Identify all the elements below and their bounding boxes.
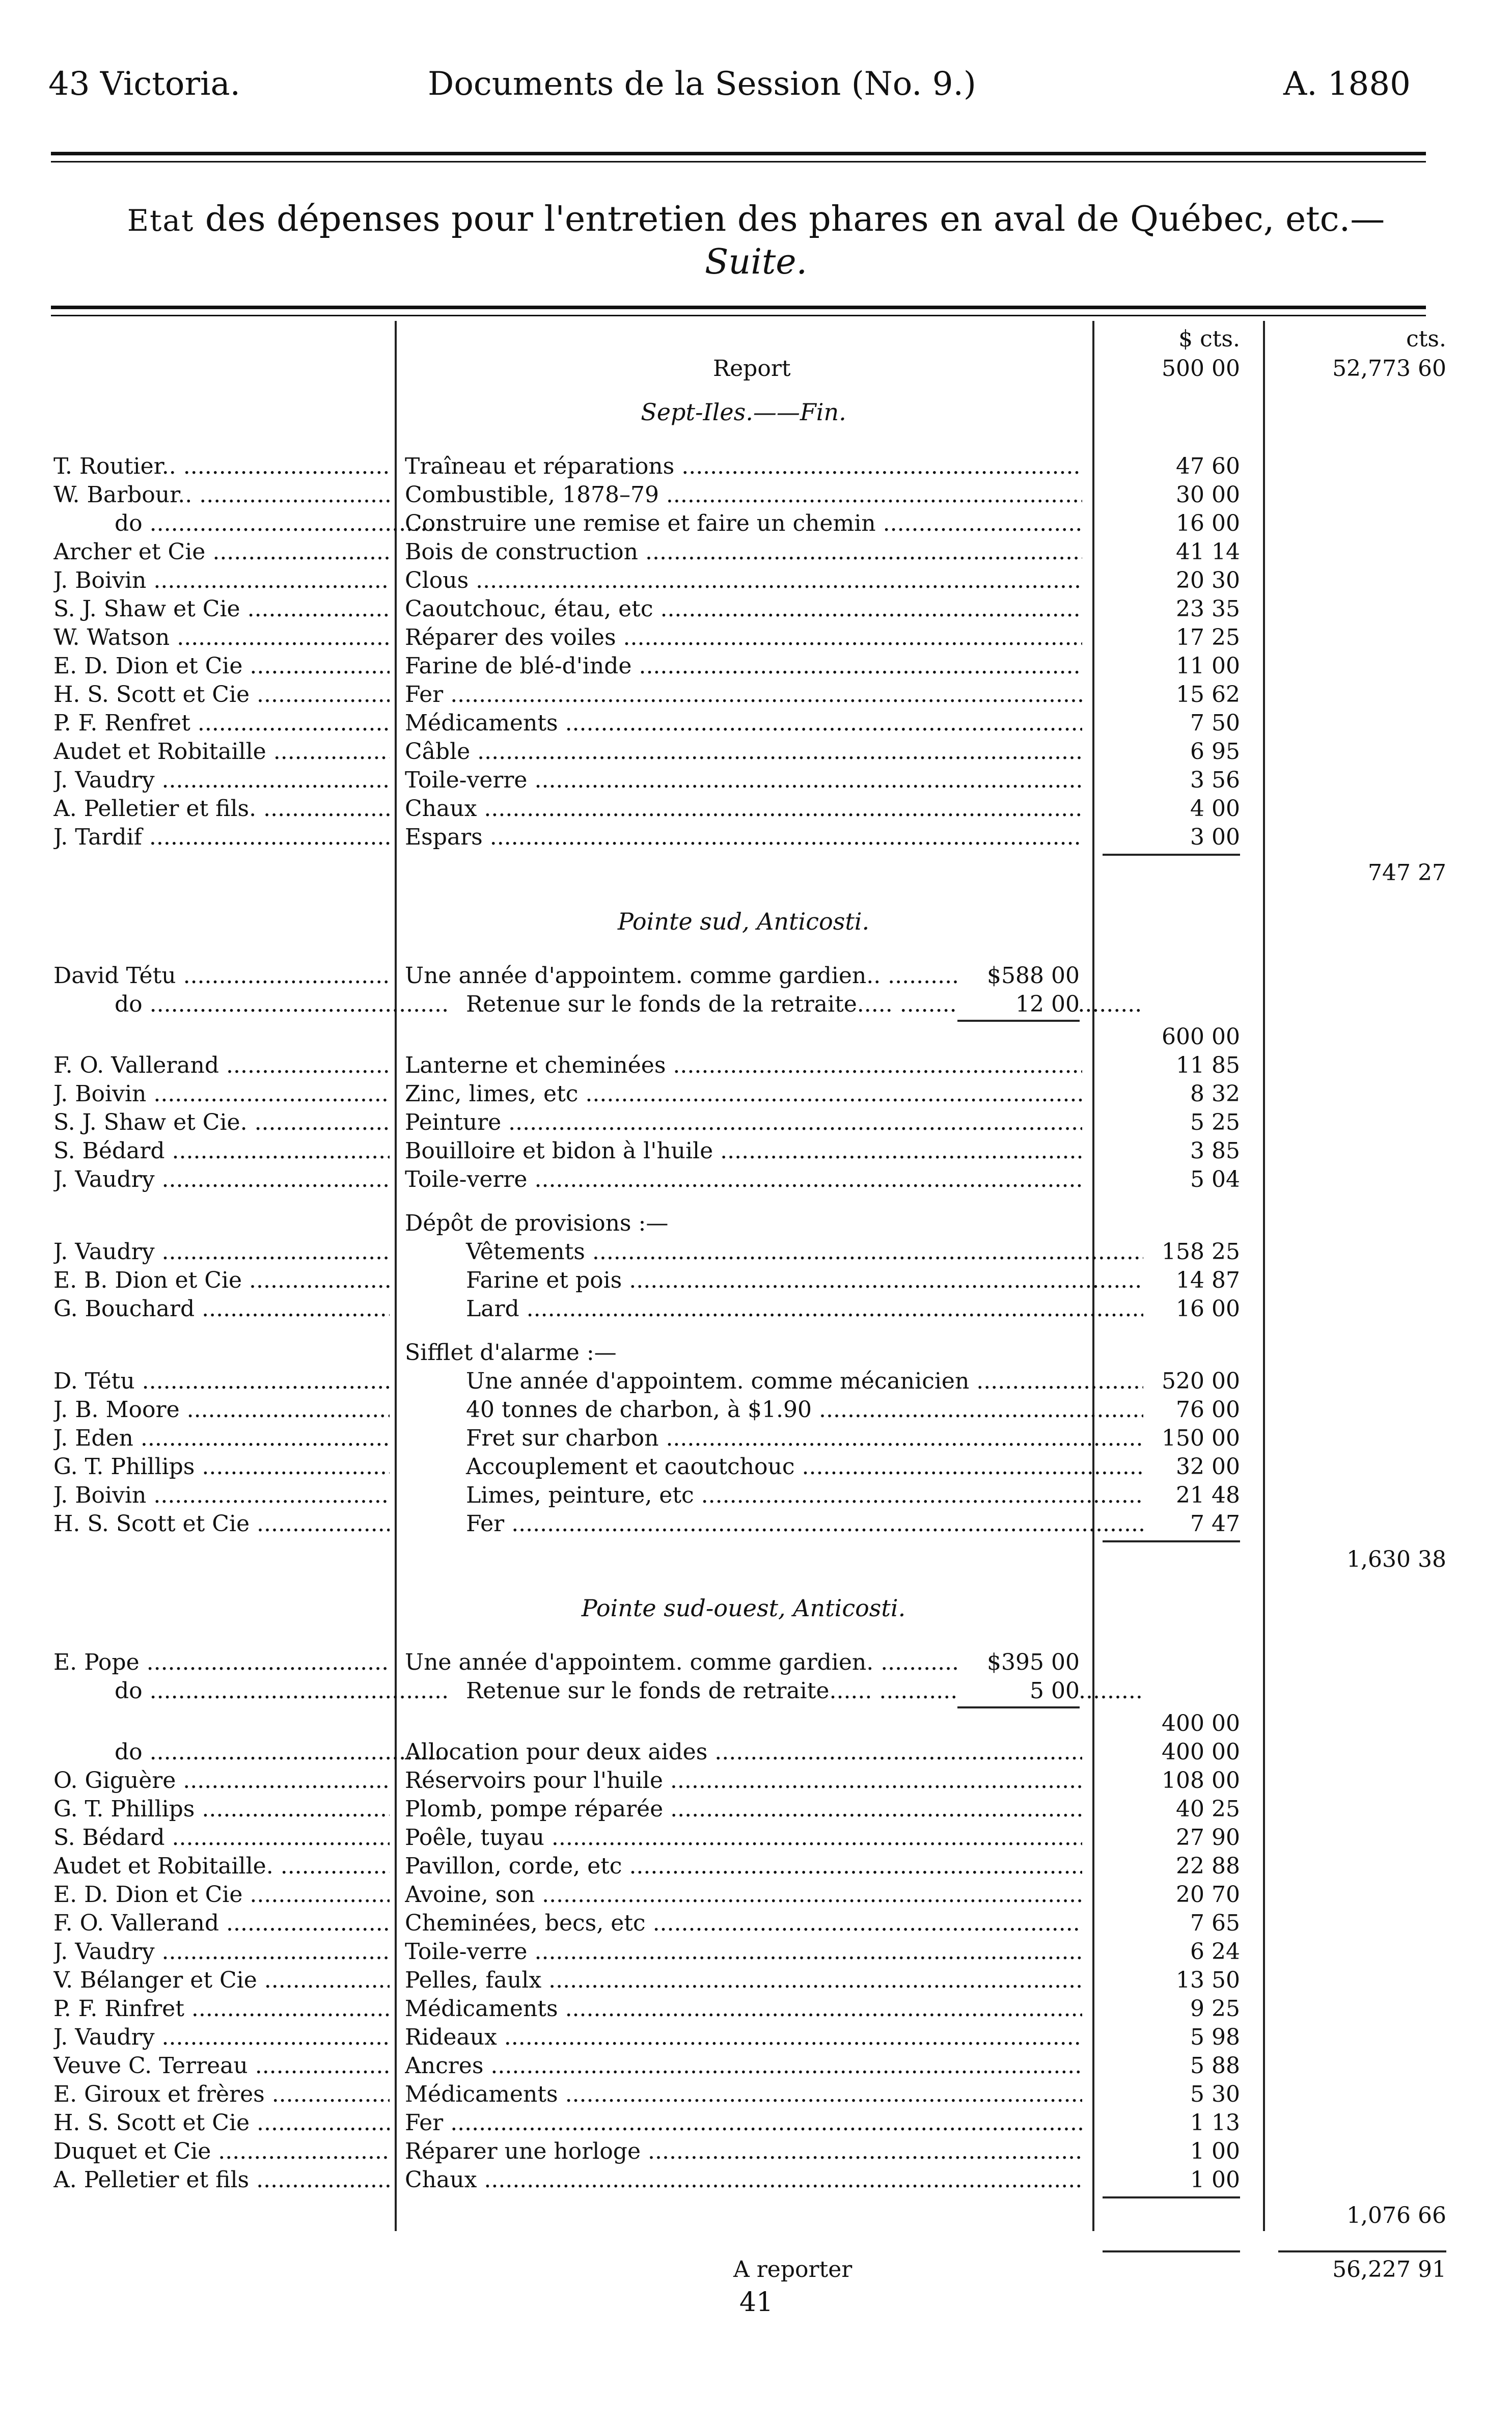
header-left: 43 Victoria. (48, 65, 240, 103)
header-rule (51, 152, 1426, 155)
item-amount: 5 88 (1190, 2053, 1240, 2079)
column-head-cents: cts. (1406, 326, 1446, 352)
item-description: Pavillon, corde, etc ..... (405, 1852, 1082, 1881)
item-amount: 9 25 (1190, 1996, 1240, 2022)
header-center: Documents de la Session (No. 9.) (428, 65, 976, 103)
table-row (0, 355, 1512, 383)
payee-name: J. Vaudry ..... (53, 1165, 390, 1194)
table-row (0, 1709, 1512, 1738)
payee-name: S. Bédard ..... (53, 1137, 390, 1165)
table-row (0, 2202, 1512, 2230)
table-row (0, 2256, 1512, 2284)
payee-name: Audet et Robitaille. ..... (53, 1852, 390, 1881)
table-row (0, 823, 1512, 852)
title-suite: Suite. (704, 242, 808, 282)
table-row (0, 1266, 1512, 1295)
subtotal-rule (957, 1706, 1080, 1708)
payee-name: J. Boivin ..... (53, 1080, 390, 1108)
item-amount: 22 88 (1176, 1853, 1240, 1879)
item-description: Réparer une horloge ..... (405, 2137, 1082, 2166)
item-description: Réservoirs pour l'huile ..... (405, 1767, 1082, 1795)
payee-name: H. S. Scott et Cie ..... (53, 1510, 390, 1538)
item-description: Retenue sur le fonds de retraite...... ..... (405, 1677, 1143, 1705)
item-description: Vêtements ..... (405, 1238, 1143, 1266)
payee-name: E. D. Dion et Cie ..... (53, 1881, 390, 1909)
item-amount: 13 50 (1176, 1967, 1240, 1993)
section-heading: Pointe sud-ouest, Anticosti. (581, 1594, 906, 1622)
payee-name: F. O. Vallerand ..... (53, 1051, 390, 1080)
item-amount: 32 00 (1176, 1454, 1240, 1480)
item-amount: 4 00 (1190, 796, 1240, 822)
total-rule (1103, 2196, 1240, 2198)
table-row (0, 2137, 1512, 2166)
item-amount: 3 56 (1190, 767, 1240, 793)
item-amount: 14 87 (1176, 1267, 1240, 1293)
item-description: Chaux ..... (405, 2166, 1082, 2194)
table-row (0, 1881, 1512, 1909)
table-row (0, 1545, 1512, 1574)
item-amount: 16 00 (1176, 1296, 1240, 1322)
item-description: Traîneau et réparations ..... (405, 452, 1082, 481)
title-lead: Etat (127, 203, 195, 238)
table-row (0, 566, 1512, 595)
item-amount: 23 35 (1176, 596, 1240, 622)
payee-name: G. T. Phillips ..... (53, 1795, 390, 1824)
item-amount: 3 00 (1190, 824, 1240, 850)
item-amount: 47 60 (1176, 453, 1240, 479)
item-description: Accouplement et caoutchouc ..... (405, 1453, 1143, 1481)
item-description: Lanterne et cheminées ..... (405, 1051, 1082, 1080)
item-description: Allocation pour deux aides ..... (405, 1738, 1082, 1767)
item-description: Toile-verre ..... (405, 1938, 1082, 1966)
header-right: A. 1880 (1283, 65, 1411, 103)
salary-amount: 5 00 (957, 1677, 1080, 1705)
item-description: Une année d'appointem. comme gardien.. ..... (405, 962, 1082, 990)
item-description: Fer ..... (405, 1510, 1143, 1538)
item-description: Pelles, faulx ..... (405, 1966, 1082, 1995)
payee-name: J. Eden ..... (53, 1424, 390, 1453)
item-description: Toile-verre ..... (405, 766, 1082, 795)
payee-name: J. B. Moore ..... (53, 1396, 390, 1424)
subsection-label (0, 1209, 1512, 1238)
payee-name: do ..... (53, 1677, 451, 1705)
item-description: Chaux ..... (405, 795, 1082, 823)
item-description: Fer ..... (405, 681, 1082, 709)
payee-name: J. Vaudry ..... (53, 766, 390, 795)
payee-name: do ..... (53, 990, 451, 1019)
table-row (0, 1165, 1512, 1194)
table-row (0, 1995, 1512, 2023)
payee-name: S. J. Shaw et Cie. ..... (53, 1108, 390, 1137)
item-amount: 8 32 (1190, 1081, 1240, 1107)
item-description: Réparer des voiles ..... (405, 623, 1082, 652)
payee-name: S. Bédard ..... (53, 1824, 390, 1852)
table-row (0, 452, 1512, 481)
item-amount: 20 70 (1176, 1882, 1240, 1908)
table-row (0, 1295, 1512, 1323)
item-description: Zinc, limes, etc ..... (405, 1080, 1082, 1108)
table-row (0, 1824, 1512, 1852)
item-description: Fer ..... (405, 2109, 1082, 2137)
section-total: 1,076 66 (1346, 2203, 1446, 2229)
table-row (0, 766, 1512, 795)
item-amount: 400 00 (1162, 1739, 1240, 1765)
page-title (46, 199, 1466, 283)
item-amount: 30 00 (1176, 482, 1240, 508)
table-row (0, 1648, 1512, 1677)
table-row (0, 962, 1512, 990)
item-amount: 1 00 (1190, 2167, 1240, 2193)
payee-name: David Tétu ..... (53, 962, 390, 990)
item-amount: 5 04 (1190, 1166, 1240, 1192)
payee-name: O. Giguère ..... (53, 1767, 390, 1795)
item-amount: 600 00 (1162, 1024, 1240, 1050)
salary-amount: 12 00 (957, 990, 1080, 1019)
table-row (0, 1137, 1512, 1165)
payee-name: E. Giroux et frères ..... (53, 2080, 390, 2109)
table-row (0, 681, 1512, 709)
table-row (0, 990, 1512, 1019)
item-amount: 21 48 (1176, 1482, 1240, 1508)
payee-name: T. Routier.. ..... (53, 452, 390, 481)
payee-name: W. Watson ..... (53, 623, 390, 652)
payee-name: J. Vaudry ..... (53, 1238, 390, 1266)
item-description: Bois de construction ..... (405, 538, 1082, 566)
item-description: Limes, peinture, etc ..... (405, 1481, 1143, 1510)
table-row (0, 795, 1512, 823)
payee-name: do ..... (53, 1738, 451, 1767)
payee-name: E. D. Dion et Cie ..... (53, 652, 390, 681)
item-amount: 1 00 (1190, 2138, 1240, 2164)
subtotal-rule (957, 1020, 1080, 1022)
item-description: Cheminées, becs, etc ..... (405, 1909, 1082, 1938)
item-amount: 158 25 (1162, 1239, 1240, 1265)
carry-forward-label: A reporter (733, 2257, 853, 2283)
item-amount: 17 25 (1176, 624, 1240, 650)
item-amount: 27 90 (1176, 1825, 1240, 1851)
title-text: des dépenses pour l'entretien des phares en aval de Québec, etc.— (205, 199, 1385, 239)
salary-amount: $395 00 (957, 1648, 1080, 1677)
table-row (0, 1453, 1512, 1481)
table-row (0, 1424, 1512, 1453)
report-label: Report (713, 356, 791, 382)
item-amount: 20 30 (1176, 567, 1240, 593)
payee-name: P. F. Rinfret ..... (53, 1995, 390, 2023)
item-description: Farine et pois ..... (405, 1266, 1143, 1295)
item-amount: 11 00 (1176, 653, 1240, 679)
payee-name: Duquet et Cie ..... (53, 2137, 390, 2166)
table-row (0, 859, 1512, 887)
footer-rule (1103, 2250, 1240, 2252)
salary-amount: $588 00 (957, 962, 1080, 990)
payee-name: E. B. Dion et Cie ..... (53, 1266, 390, 1295)
table-row (0, 2166, 1512, 2194)
item-amount: 7 65 (1190, 1910, 1240, 1936)
payee-name: Audet et Robitaille ..... (53, 738, 390, 766)
payee-name: G. Bouchard ..... (53, 1295, 390, 1323)
item-description: Médicaments ..... (405, 709, 1082, 738)
table-row (0, 738, 1512, 766)
table-row (0, 1051, 1512, 1080)
item-description: Une année d'appointem. comme mécanicien ..... (405, 1367, 1143, 1396)
item-description: Plomb, pompe réparée ..... (405, 1795, 1082, 1824)
payee-name: H. S. Scott et Cie ..... (53, 681, 390, 709)
section-total: 747 27 (1368, 860, 1446, 886)
payee-name: D. Tétu ..... (53, 1367, 390, 1396)
payee-name: J. Vaudry ..... (53, 1938, 390, 1966)
table-row (0, 1023, 1512, 1051)
payee-name: G. T. Phillips ..... (53, 1453, 390, 1481)
item-description: Médicaments ..... (405, 1995, 1082, 2023)
payee-name: F. O. Vallerand ..... (53, 1909, 390, 1938)
table-row (0, 1510, 1512, 1538)
item-amount: 7 47 (1190, 1511, 1240, 1537)
subsection-label (0, 1339, 1512, 1367)
item-description: Fret sur charbon ..... (405, 1424, 1143, 1453)
item-amount: 500 00 (1162, 356, 1240, 382)
table-row (0, 1909, 1512, 1938)
item-amount: 5 98 (1190, 2024, 1240, 2050)
table-row (0, 2080, 1512, 2109)
item-amount: 16 00 (1176, 510, 1240, 536)
table-row (0, 2052, 1512, 2080)
item-description: Câble ..... (405, 738, 1082, 766)
section-heading: Sept-Iles.——Fin. (641, 398, 846, 426)
section-heading: Pointe sud, Anticosti. (617, 908, 870, 935)
total-rule (1103, 1540, 1240, 1542)
item-amount: 41 14 (1176, 539, 1240, 565)
table-row (0, 709, 1512, 738)
table-row (0, 1481, 1512, 1510)
table-row (0, 538, 1512, 566)
page-number: 41 (739, 2287, 774, 2318)
footer-rule-total (1278, 2250, 1446, 2252)
table-row (0, 1080, 1512, 1108)
table-row (0, 1795, 1512, 1824)
table-row (0, 1396, 1512, 1424)
title-rule (51, 306, 1426, 309)
payee-name: J. Boivin ..... (53, 1481, 390, 1510)
payee-name: H. S. Scott et Cie ..... (53, 2109, 390, 2137)
item-description: Caoutchouc, étau, etc ..... (405, 595, 1082, 623)
item-description: Médicaments ..... (405, 2080, 1082, 2109)
total-rule (1103, 854, 1240, 856)
item-description: Farine de blé-d'inde ..... (405, 652, 1082, 681)
payee-name: A. Pelletier et fils. ..... (53, 795, 390, 823)
item-amount: 5 30 (1190, 2081, 1240, 2107)
column-head-dollars: $ cts. (1178, 326, 1240, 352)
item-amount: 76 00 (1176, 1397, 1240, 1423)
table-row (0, 595, 1512, 623)
item-amount: 7 50 (1190, 710, 1240, 736)
table-row (0, 652, 1512, 681)
item-amount: 150 00 (1162, 1425, 1240, 1451)
payee-name: P. F. Renfret ..... (53, 709, 390, 738)
section-total: 52,773 60 (1332, 356, 1446, 382)
table-row (0, 1108, 1512, 1137)
item-amount: 15 62 (1176, 682, 1240, 708)
item-description: Peinture ..... (405, 1108, 1082, 1137)
item-description: Construire une remise et faire un chemin ..... (405, 509, 1082, 538)
header-rule-thin (51, 161, 1426, 162)
item-description: Une année d'appointem. comme gardien. ..... (405, 1648, 1082, 1677)
table-row (0, 2023, 1512, 2052)
payee-name: W. Barbour.. ..... (53, 481, 390, 509)
payee-name: Veuve C. Terreau ..... (53, 2052, 390, 2080)
item-description: Clous ..... (405, 566, 1082, 595)
item-description: Avoine, son ..... (405, 1881, 1082, 1909)
item-description: Espars ..... (405, 823, 1082, 852)
table-row (0, 1852, 1512, 1881)
subsection-heading: Dépôt de provisions :— (405, 1210, 669, 1236)
item-description: Rideaux ..... (405, 2023, 1082, 2052)
table-row (0, 509, 1512, 538)
item-description: 40 tonnes de charbon, à $1.90 ..... (405, 1396, 1143, 1424)
payee-name: A. Pelletier et fils ..... (53, 2166, 390, 2194)
section-total: 1,630 38 (1346, 1546, 1446, 1572)
item-description: Poêle, tuyau ..... (405, 1824, 1082, 1852)
table-row (0, 1367, 1512, 1396)
table-row (0, 2109, 1512, 2137)
item-amount: 520 00 (1162, 1368, 1240, 1394)
item-description: Bouilloire et bidon à l'huile ..... (405, 1137, 1082, 1165)
table-row (0, 1677, 1512, 1705)
item-amount: 11 85 (1176, 1052, 1240, 1078)
table-row (0, 481, 1512, 509)
table-row (0, 1238, 1512, 1266)
item-amount: 6 24 (1190, 1939, 1240, 1965)
table-row (0, 1738, 1512, 1767)
payee-name: V. Bélanger et Cie ..... (53, 1966, 390, 1995)
item-amount: 3 85 (1190, 1138, 1240, 1164)
table-row (0, 1938, 1512, 1966)
section-total: 56,227 91 (1332, 2257, 1446, 2283)
payee-name: J. Tardif ..... (53, 823, 390, 852)
table-row (0, 623, 1512, 652)
item-amount: 5 25 (1190, 1109, 1240, 1135)
item-description: Retenue sur le fonds de la retraite..... ..... (405, 990, 1143, 1019)
item-amount: 400 00 (1162, 1710, 1240, 1736)
payee-name: do ..... (53, 509, 451, 538)
subsection-heading: Sifflet d'alarme :— (405, 1340, 617, 1366)
item-amount: 6 95 (1190, 739, 1240, 765)
item-description: Toile-verre ..... (405, 1165, 1082, 1194)
payee-name: E. Pope ..... (53, 1648, 390, 1677)
item-description: Combustible, 1878–79 ..... (405, 481, 1082, 509)
item-description: Ancres ..... (405, 2052, 1082, 2080)
item-amount: 108 00 (1162, 1768, 1240, 1794)
title-rule-thin (51, 315, 1426, 316)
table-row (0, 1767, 1512, 1795)
payee-name: J. Boivin ..... (53, 566, 390, 595)
payee-name: J. Vaudry ..... (53, 2023, 390, 2052)
table-row (0, 1966, 1512, 1995)
item-amount: 40 25 (1176, 1796, 1240, 1822)
item-description: Lard ..... (405, 1295, 1143, 1323)
payee-name: Archer et Cie ..... (53, 538, 390, 566)
payee-name: S. J. Shaw et Cie ..... (53, 595, 390, 623)
item-amount: 1 13 (1190, 2110, 1240, 2136)
